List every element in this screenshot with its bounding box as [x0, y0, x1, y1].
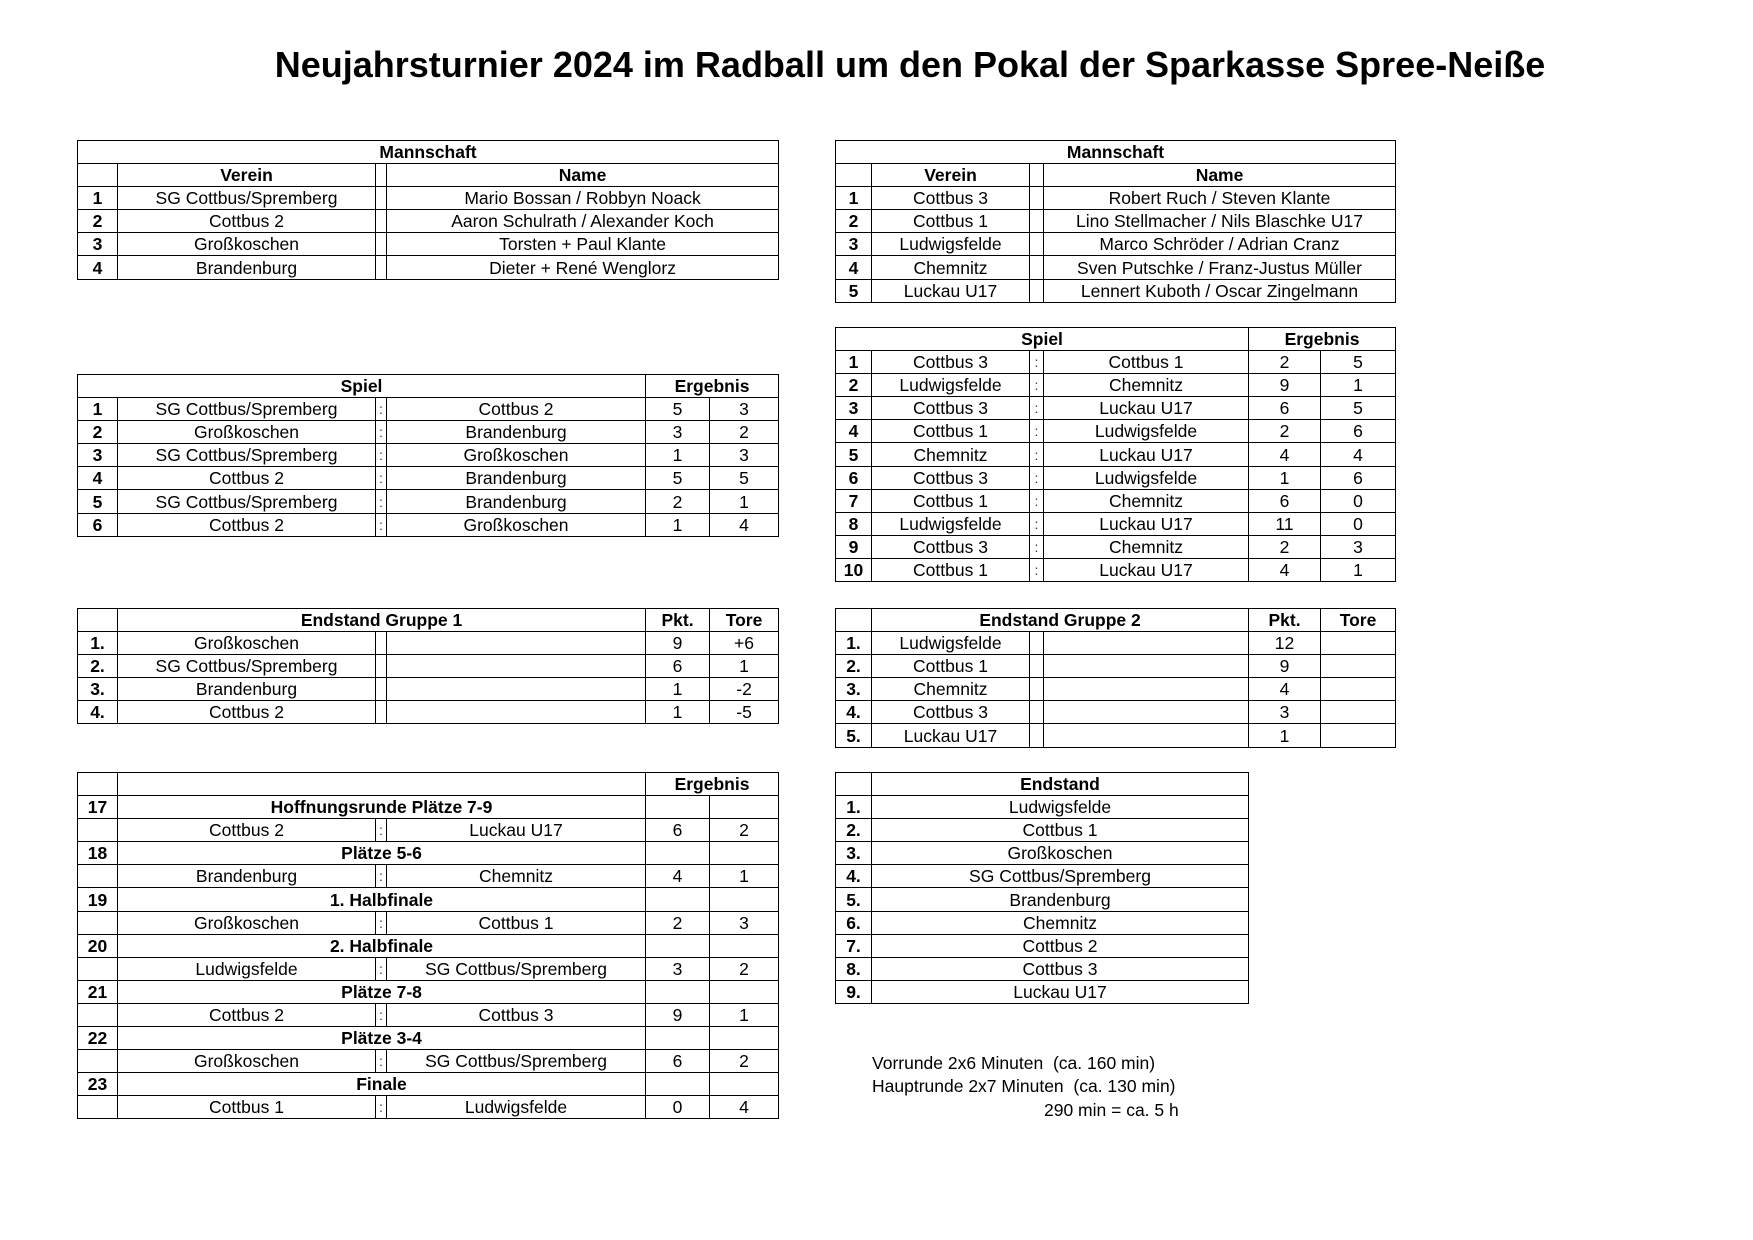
group2-games-table	[835, 327, 1396, 582]
col-name: Name	[387, 164, 779, 187]
round-title-row: 22 Plätze 3-4	[78, 1027, 779, 1050]
final-row: 1. Ludwigsfelde	[836, 796, 1249, 819]
round-title-row: 20 2. Halbfinale	[78, 934, 779, 957]
game-row: 5 SG Cottbus/Spremberg : Brandenburg 2 1	[78, 490, 779, 513]
spiel-header: Spiel	[78, 375, 646, 398]
timing-notes	[872, 1052, 1179, 1122]
group1-teams-header: Mannschaft	[78, 141, 779, 164]
game-row: Großkoschen : SG Cottbus/Spremberg 6 2	[78, 1050, 779, 1073]
game-row: 9 Cottbus 3 : Chemnitz 2 3	[836, 535, 1396, 558]
team-row: 3 Ludwigsfelde Marco Schröder / Adrian Cranz	[836, 233, 1396, 256]
ergebnis-header: Ergebnis	[646, 375, 779, 398]
final-row: 3. Großkoschen	[836, 842, 1249, 865]
group1-teams-table	[77, 140, 779, 280]
col-pkt: Pkt.	[646, 609, 710, 632]
game-row: Großkoschen : Cottbus 1 2 3	[78, 911, 779, 934]
standing-row: 3. Brandenburg 1 -2	[78, 678, 779, 701]
game-row: 1 SG Cottbus/Spremberg : Cottbus 2 5 3	[78, 398, 779, 421]
game-row: 2 Ludwigsfelde : Chemnitz 9 1	[836, 374, 1396, 397]
ergebnis-header: Ergebnis	[1249, 328, 1396, 351]
group1-games-table	[77, 374, 779, 537]
team-row: 2 Cottbus 2 Aaron Schulrath / Alexander Koch	[78, 210, 779, 233]
game-row: Ludwigsfelde : SG Cottbus/Spremberg 3 2	[78, 957, 779, 980]
note-vorrunde: Vorrunde 2x6 Minuten (ca. 160 min)	[872, 1053, 1156, 1073]
game-row: 5 Chemnitz : Luckau U17 4 4	[836, 443, 1396, 466]
round-title-row: 17 Hoffnungsrunde Plätze 7-9	[78, 796, 779, 819]
game-row: 8 Ludwigsfelde : Luckau U17 11 0	[836, 512, 1396, 535]
game-row: 3 Cottbus 3 : Luckau U17 6 5	[836, 397, 1396, 420]
col-verein: Verein	[872, 164, 1030, 187]
page-title: Neujahrsturnier 2024 im Radball um den Pokal der Sparkasse Spree-Neiße	[274, 44, 1546, 85]
game-row: 2 Großkoschen : Brandenburg 3 2	[78, 421, 779, 444]
standings-header: Endstand Gruppe 1	[118, 609, 646, 632]
col-tore: Tore	[710, 609, 779, 632]
game-row: 4 Cottbus 2 : Brandenburg 5 5	[78, 467, 779, 490]
team-row: 5 Luckau U17 Lennert Kuboth / Oscar Zingelmann	[836, 279, 1396, 302]
round-title-row: 23 Finale	[78, 1073, 779, 1096]
standing-row: 1. Ludwigsfelde 12	[836, 632, 1396, 655]
game-row: Cottbus 1 : Ludwigsfelde 0 4	[78, 1096, 779, 1119]
game-row: 4 Cottbus 1 : Ludwigsfelde 2 6	[836, 420, 1396, 443]
standing-row: 2. Cottbus 1 9	[836, 655, 1396, 678]
standing-row: 4. Cottbus 2 1 -5	[78, 701, 779, 724]
round-title-row: 21 Plätze 7-8	[78, 980, 779, 1003]
col-verein: Verein	[118, 164, 376, 187]
knockout-table	[77, 772, 779, 1119]
round-title-row: 19 1. Halbfinale	[78, 888, 779, 911]
game-row: 1 Cottbus 3 : Cottbus 1 2 5	[836, 351, 1396, 374]
final-row: 7. Cottbus 2	[836, 934, 1249, 957]
group2-standings-table	[835, 608, 1396, 748]
final-row: 9. Luckau U17	[836, 980, 1249, 1003]
game-row: 6 Cottbus 3 : Ludwigsfelde 1 6	[836, 466, 1396, 489]
team-row: 4 Chemnitz Sven Putschke / Franz-Justus Müller	[836, 256, 1396, 279]
ergebnis-header: Ergebnis	[646, 773, 779, 796]
group2-teams-table	[835, 140, 1396, 303]
game-row: 6 Cottbus 2 : Großkoschen 1 4	[78, 513, 779, 536]
final-row: 6. Chemnitz	[836, 911, 1249, 934]
team-row: 1 Cottbus 3 Robert Ruch / Steven Klante	[836, 187, 1396, 210]
team-row: 1 SG Cottbus/Spremberg Mario Bossan / Robbyn Noack	[78, 187, 779, 210]
note-hauptrunde: Hauptrunde 2x7 Minuten (ca. 130 min)	[872, 1076, 1176, 1097]
final-row: 4. SG Cottbus/Spremberg	[836, 865, 1249, 888]
col-pkt: Pkt.	[1249, 609, 1321, 632]
final-row: 2. Cottbus 1	[836, 819, 1249, 842]
standing-row: 5. Luckau U17 1	[836, 724, 1396, 747]
team-row: 3 Großkoschen Torsten + Paul Klante	[78, 233, 779, 256]
final-row: 5. Brandenburg	[836, 888, 1249, 911]
group1-standings-table	[77, 608, 779, 724]
game-row: Brandenburg : Chemnitz 4 1	[78, 865, 779, 888]
final-standings-table	[835, 772, 1249, 1004]
game-row: Cottbus 2 : Cottbus 3 9 1	[78, 1003, 779, 1026]
standings-header: Endstand Gruppe 2	[872, 609, 1249, 632]
standing-row: 3. Chemnitz 4	[836, 678, 1396, 701]
game-row: 10 Cottbus 1 : Luckau U17 4 1	[836, 558, 1396, 581]
final-row: 8. Cottbus 3	[836, 957, 1249, 980]
team-row: 2 Cottbus 1 Lino Stellmacher / Nils Blaschke U17	[836, 210, 1396, 233]
standing-row: 4. Cottbus 3 3	[836, 701, 1396, 724]
game-row: 3 SG Cottbus/Spremberg : Großkoschen 1 3	[78, 444, 779, 467]
game-row: 7 Cottbus 1 : Chemnitz 6 0	[836, 489, 1396, 512]
col-tore: Tore	[1321, 609, 1396, 632]
standing-row: 1. Großkoschen 9 +6	[78, 632, 779, 655]
round-title-row: 18 Plätze 5-6	[78, 842, 779, 865]
final-standings-header: Endstand	[872, 773, 1249, 796]
col-name: Name	[1044, 164, 1396, 187]
standing-row: 2. SG Cottbus/Spremberg 6 1	[78, 655, 779, 678]
group2-teams-header: Mannschaft	[836, 141, 1396, 164]
note-total: 290 min = ca. 5 h	[1044, 1099, 1179, 1120]
spiel-header: Spiel	[836, 328, 1249, 351]
team-row: 4 Brandenburg Dieter + René Wenglorz	[78, 256, 779, 279]
game-row: Cottbus 2 : Luckau U17 6 2	[78, 819, 779, 842]
